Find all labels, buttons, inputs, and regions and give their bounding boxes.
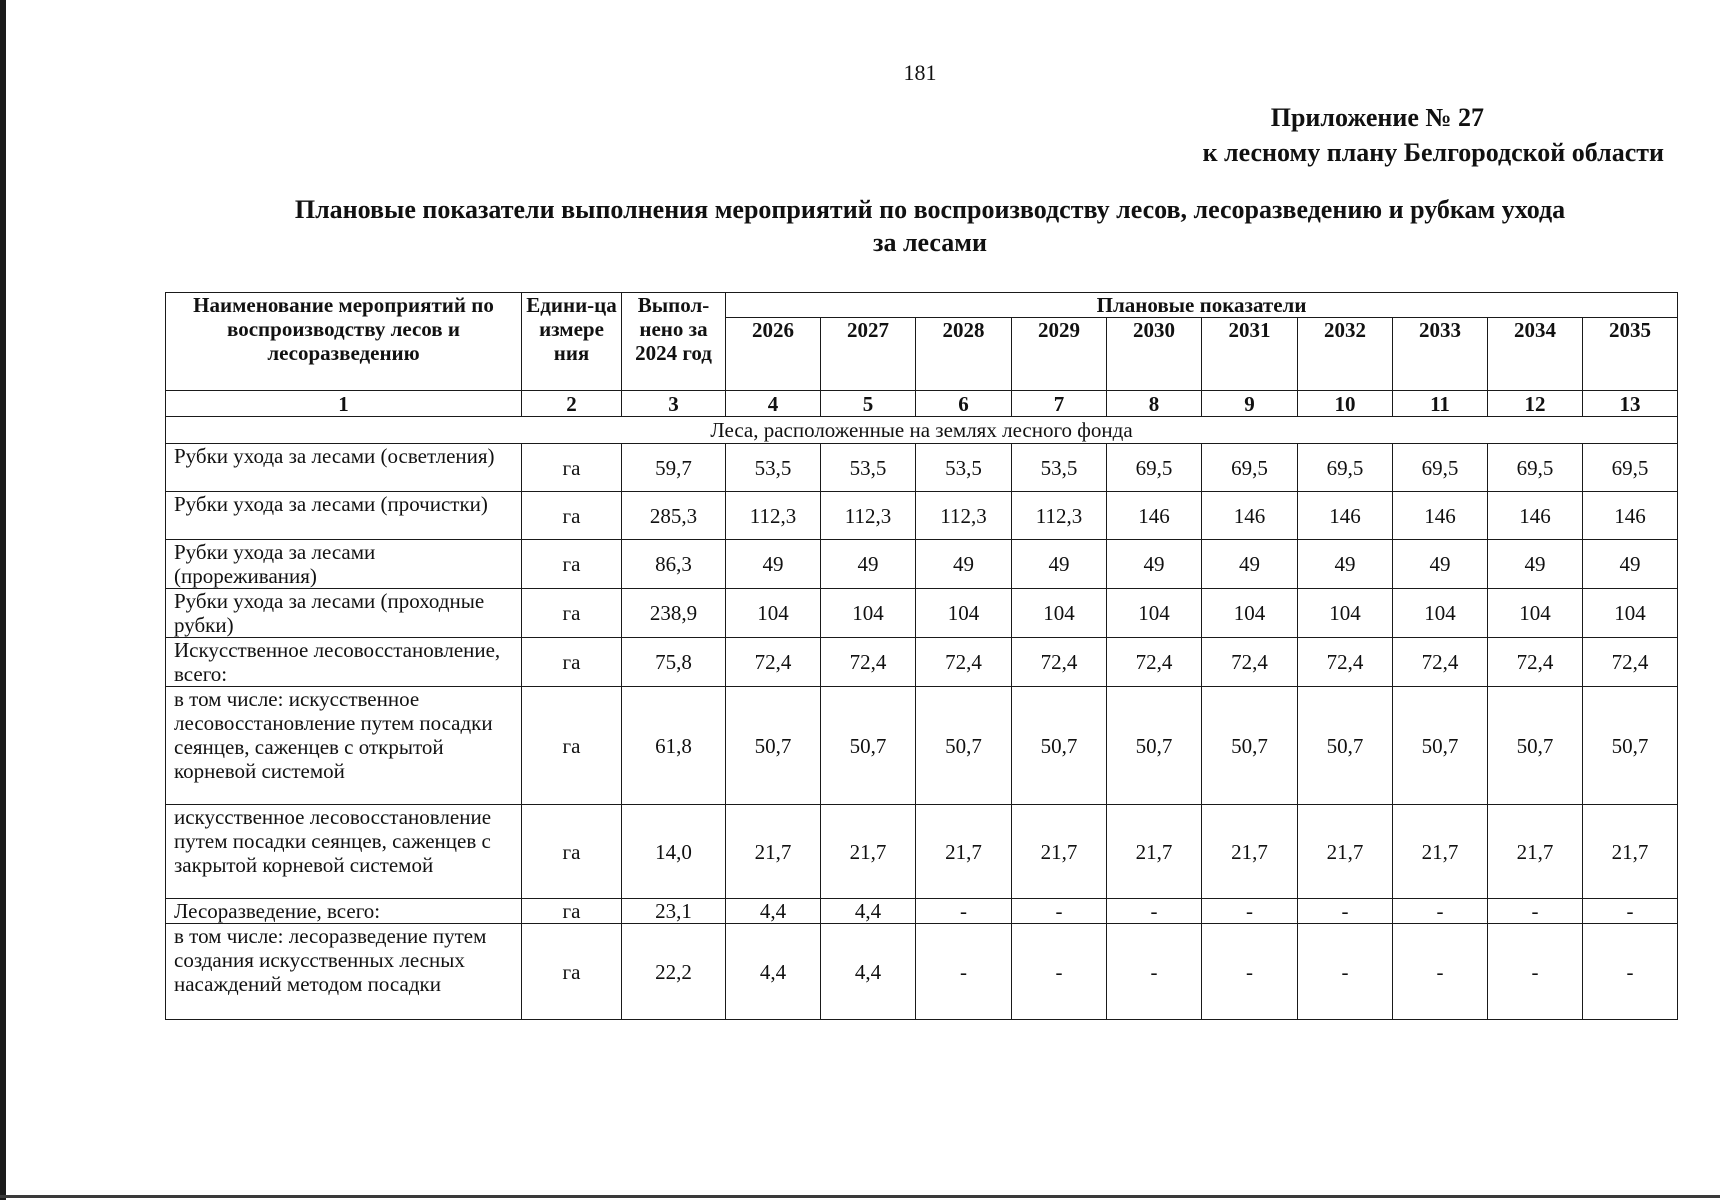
row-value-2031: 50,7 [1202, 687, 1298, 805]
column-number-3: 3 [622, 391, 726, 417]
header-plan-group: Плановые показатели [726, 293, 1678, 318]
row-value-2030: 21,7 [1107, 805, 1202, 899]
header-unit: Едини-ца измере ния [522, 293, 622, 391]
row-value-2031: 72,4 [1202, 638, 1298, 687]
row-value-2033: 104 [1393, 589, 1488, 638]
table-body [166, 391, 1678, 1020]
row-value-2032: 104 [1298, 589, 1393, 638]
appendix-subtitle: к лесному плану Белгородской области [1202, 138, 1664, 167]
row-done-2024: 86,3 [622, 540, 726, 589]
row-value-2030: 146 [1107, 492, 1202, 540]
column-number-6: 6 [916, 391, 1012, 417]
row-value-2030: 50,7 [1107, 687, 1202, 805]
table-row [166, 492, 1678, 540]
row-value-2029: - [1012, 924, 1107, 1020]
column-number-2: 2 [522, 391, 622, 417]
row-value-2033: - [1393, 899, 1488, 924]
column-number-13: 13 [1583, 391, 1678, 417]
row-value-2033: 69,5 [1393, 444, 1488, 492]
row-value-2031: - [1202, 924, 1298, 1020]
row-value-2031: 49 [1202, 540, 1298, 589]
header-year-2029: 2029 [1012, 318, 1107, 391]
row-value-2027: 4,4 [821, 924, 916, 1020]
document-title-line1: Плановые показатели выполнения мероприятий по воспроизводству лесов, лесоразведению и рубкам ухода [294, 195, 1566, 224]
row-value-2035: - [1583, 899, 1678, 924]
row-value-2032: - [1298, 899, 1393, 924]
row-value-2027: 53,5 [821, 444, 916, 492]
row-value-2026: 72,4 [726, 638, 821, 687]
row-name: Лесоразведение, всего: [166, 899, 522, 924]
row-value-2027: 49 [821, 540, 916, 589]
row-value-2026: 50,7 [726, 687, 821, 805]
row-value-2027: 112,3 [821, 492, 916, 540]
row-value-2027: 4,4 [821, 899, 916, 924]
table-row [166, 540, 1678, 589]
row-unit: га [522, 492, 622, 540]
header-done-2024: Выпол-нено за 2024 год [622, 293, 726, 391]
row-value-2033: 146 [1393, 492, 1488, 540]
row-value-2033: 21,7 [1393, 805, 1488, 899]
row-value-2035: 69,5 [1583, 444, 1678, 492]
header-year-2026: 2026 [726, 318, 821, 391]
row-value-2026: 49 [726, 540, 821, 589]
row-unit: га [522, 687, 622, 805]
appendix-heading [1203, 100, 1664, 170]
page-number: 181 [903, 60, 937, 85]
row-value-2027: 72,4 [821, 638, 916, 687]
table-row [166, 444, 1678, 492]
row-done-2024: 285,3 [622, 492, 726, 540]
row-value-2034: 21,7 [1488, 805, 1583, 899]
header-year-2027: 2027 [821, 318, 916, 391]
row-value-2026: 21,7 [726, 805, 821, 899]
column-number-9: 9 [1202, 391, 1298, 417]
row-value-2028: 21,7 [916, 805, 1012, 899]
scan-bottom-edge [0, 1195, 1720, 1198]
table-row [166, 805, 1678, 899]
row-value-2027: 21,7 [821, 805, 916, 899]
row-value-2035: 146 [1583, 492, 1678, 540]
row-name: Искусственное лесовосстановление, всего: [166, 638, 522, 687]
document-title [180, 193, 1680, 259]
row-value-2029: 72,4 [1012, 638, 1107, 687]
row-done-2024: 238,9 [622, 589, 726, 638]
row-value-2035: - [1583, 924, 1678, 1020]
row-value-2035: 50,7 [1583, 687, 1678, 805]
section-label: Леса, расположенные на землях лесного фонда [166, 417, 1678, 444]
row-done-2024: 14,0 [622, 805, 726, 899]
row-value-2028: 53,5 [916, 444, 1012, 492]
column-number-5: 5 [821, 391, 916, 417]
column-number-11: 11 [1393, 391, 1488, 417]
row-name: в том числе: искусственное лесовосстановление путем посадки сеянцев, саженцев с открытой корневой системой [166, 687, 522, 805]
row-value-2028: 72,4 [916, 638, 1012, 687]
row-value-2026: 53,5 [726, 444, 821, 492]
row-value-2030: - [1107, 899, 1202, 924]
row-value-2034: 72,4 [1488, 638, 1583, 687]
row-value-2030: 69,5 [1107, 444, 1202, 492]
row-value-2026: 112,3 [726, 492, 821, 540]
row-name: Рубки ухода за лесами (прореживания) [166, 540, 522, 589]
row-value-2035: 21,7 [1583, 805, 1678, 899]
row-value-2026: 4,4 [726, 924, 821, 1020]
header-year-2030: 2030 [1107, 318, 1202, 391]
row-name: в том числе: лесоразведение путем создания искусственных лесных насаждений методом посадки [166, 924, 522, 1020]
row-value-2034: - [1488, 924, 1583, 1020]
table-row [166, 589, 1678, 638]
row-value-2034: 104 [1488, 589, 1583, 638]
row-value-2031: 21,7 [1202, 805, 1298, 899]
column-number-1: 1 [166, 391, 522, 417]
header-year-2033: 2033 [1393, 318, 1488, 391]
scan-left-edge [0, 0, 6, 1200]
row-unit: га [522, 924, 622, 1020]
column-number-4: 4 [726, 391, 821, 417]
row-value-2029: 49 [1012, 540, 1107, 589]
row-value-2028: - [916, 924, 1012, 1020]
column-number-8: 8 [1107, 391, 1202, 417]
row-value-2028: 49 [916, 540, 1012, 589]
table-row [166, 638, 1678, 687]
row-unit: га [522, 589, 622, 638]
row-done-2024: 75,8 [622, 638, 726, 687]
row-value-2030: 104 [1107, 589, 1202, 638]
appendix-number: Приложение № 27 [1270, 103, 1484, 132]
row-name: Рубки ухода за лесами (проходные рубки) [166, 589, 522, 638]
row-value-2033: 50,7 [1393, 687, 1488, 805]
row-name: искусственное лесовосстановление путем посадки сеянцев, саженцев с закрытой корневой системой [166, 805, 522, 899]
row-value-2030: 49 [1107, 540, 1202, 589]
row-value-2032: 72,4 [1298, 638, 1393, 687]
row-value-2032: 146 [1298, 492, 1393, 540]
row-done-2024: 61,8 [622, 687, 726, 805]
row-done-2024: 22,2 [622, 924, 726, 1020]
row-unit: га [522, 540, 622, 589]
row-value-2028: 50,7 [916, 687, 1012, 805]
row-value-2032: 50,7 [1298, 687, 1393, 805]
row-value-2029: 112,3 [1012, 492, 1107, 540]
header-year-2032: 2032 [1298, 318, 1393, 391]
row-value-2030: - [1107, 924, 1202, 1020]
row-value-2028: 112,3 [916, 492, 1012, 540]
row-value-2032: 69,5 [1298, 444, 1393, 492]
row-value-2034: 69,5 [1488, 444, 1583, 492]
header-year-2028: 2028 [916, 318, 1012, 391]
header-name: Наименование мероприятий по воспроизводству лесов и лесоразведению [166, 293, 522, 391]
document-title-line2: за лесами [873, 228, 987, 257]
row-value-2035: 104 [1583, 589, 1678, 638]
row-value-2028: 104 [916, 589, 1012, 638]
column-number-12: 12 [1488, 391, 1583, 417]
row-value-2026: 104 [726, 589, 821, 638]
row-value-2032: 21,7 [1298, 805, 1393, 899]
row-value-2032: - [1298, 924, 1393, 1020]
row-value-2029: 104 [1012, 589, 1107, 638]
row-value-2028: - [916, 899, 1012, 924]
header-year-2034: 2034 [1488, 318, 1583, 391]
column-number-row [166, 391, 1678, 417]
column-number-7: 7 [1012, 391, 1107, 417]
row-name: Рубки ухода за лесами (осветления) [166, 444, 522, 492]
header-row-1 [166, 293, 1678, 318]
row-value-2029: 53,5 [1012, 444, 1107, 492]
row-value-2029: 21,7 [1012, 805, 1107, 899]
header-year-2035: 2035 [1583, 318, 1678, 391]
table-row [166, 924, 1678, 1020]
row-value-2035: 72,4 [1583, 638, 1678, 687]
row-value-2029: 50,7 [1012, 687, 1107, 805]
row-value-2029: - [1012, 899, 1107, 924]
row-value-2027: 104 [821, 589, 916, 638]
row-done-2024: 23,1 [622, 899, 726, 924]
row-unit: га [522, 444, 622, 492]
row-value-2027: 50,7 [821, 687, 916, 805]
row-name: Рубки ухода за лесами (прочистки) [166, 492, 522, 540]
row-value-2031: 104 [1202, 589, 1298, 638]
row-value-2034: 50,7 [1488, 687, 1583, 805]
row-value-2034: 49 [1488, 540, 1583, 589]
table-row [166, 899, 1678, 924]
row-unit: га [522, 638, 622, 687]
row-value-2033: - [1393, 924, 1488, 1020]
row-done-2024: 59,7 [622, 444, 726, 492]
row-unit: га [522, 805, 622, 899]
row-value-2030: 72,4 [1107, 638, 1202, 687]
row-value-2034: 146 [1488, 492, 1583, 540]
section-row [166, 417, 1678, 444]
column-number-10: 10 [1298, 391, 1393, 417]
row-value-2033: 72,4 [1393, 638, 1488, 687]
row-value-2035: 49 [1583, 540, 1678, 589]
row-value-2033: 49 [1393, 540, 1488, 589]
row-value-2026: 4,4 [726, 899, 821, 924]
row-value-2031: 146 [1202, 492, 1298, 540]
row-value-2031: 69,5 [1202, 444, 1298, 492]
row-value-2034: - [1488, 899, 1583, 924]
row-value-2031: - [1202, 899, 1298, 924]
header-year-2031: 2031 [1202, 318, 1298, 391]
plan-indicators-table [165, 292, 1678, 1020]
table-row [166, 687, 1678, 805]
row-value-2032: 49 [1298, 540, 1393, 589]
row-unit: га [522, 899, 622, 924]
